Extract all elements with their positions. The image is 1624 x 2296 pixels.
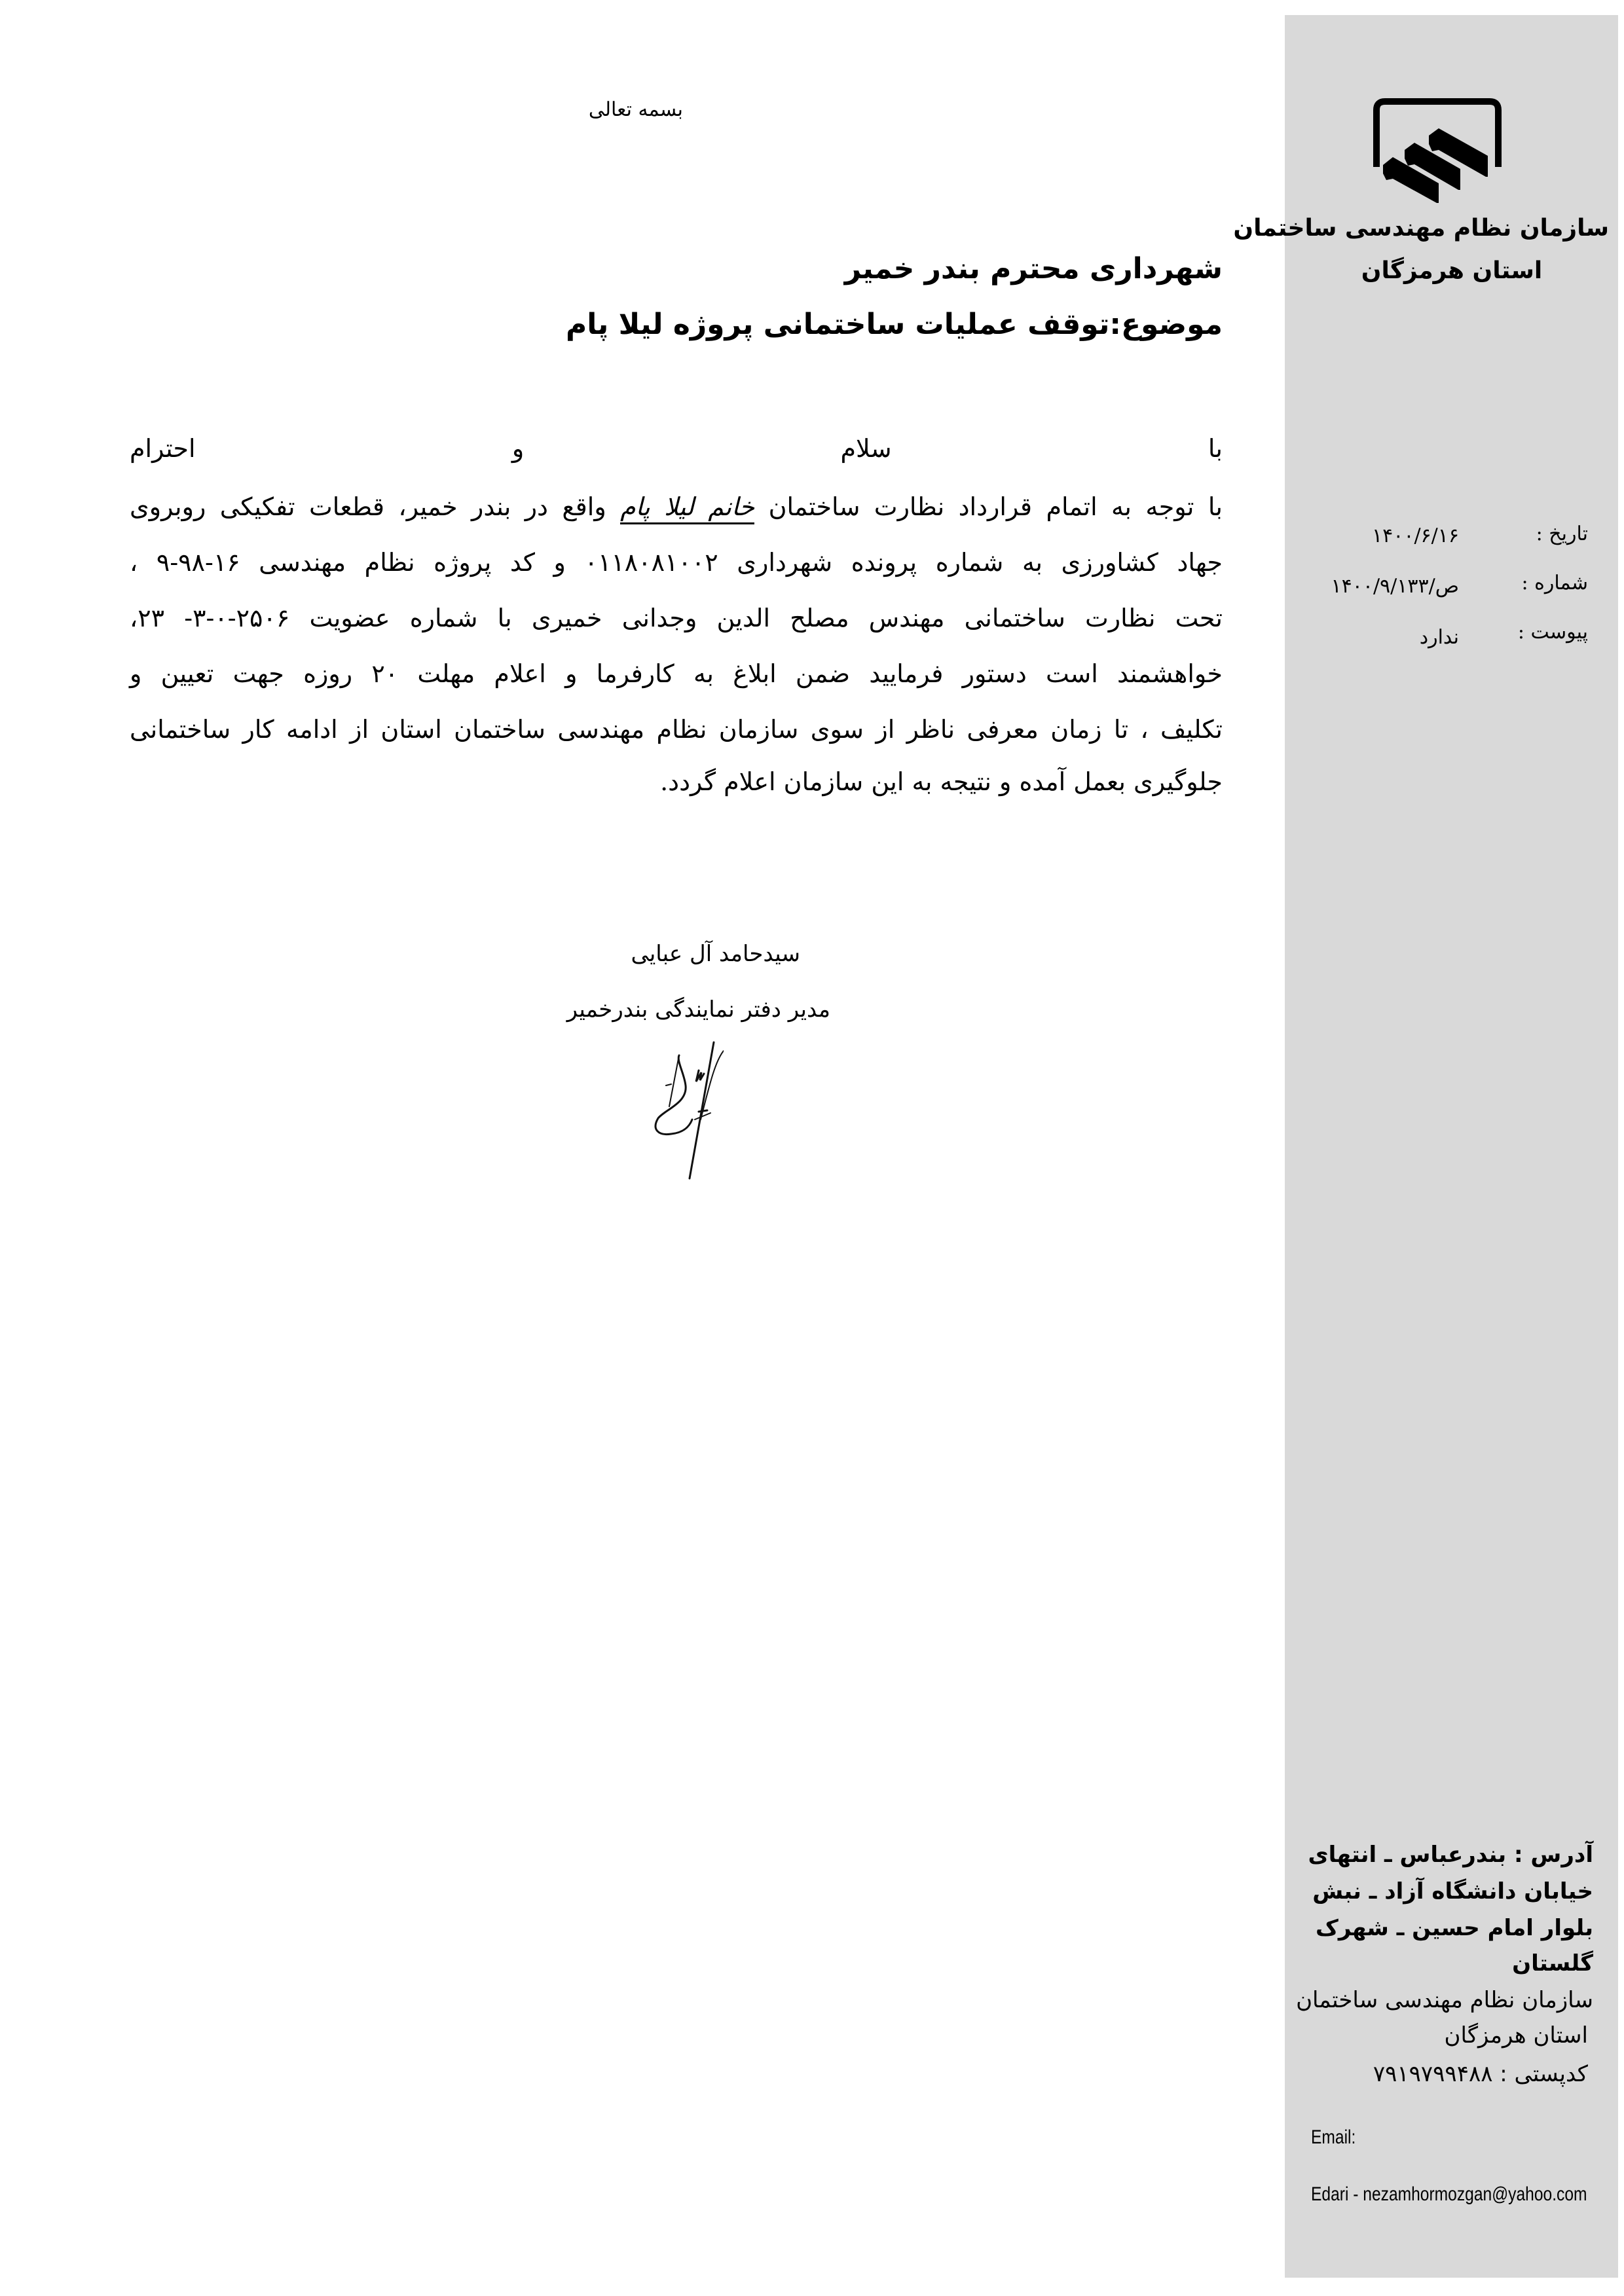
org-name: سازمان نظام مهندسی ساختمان <box>1233 215 1609 242</box>
attachment-label: پیوست : <box>1517 621 1588 644</box>
number-label: شماره : <box>1521 572 1588 594</box>
org-province: استان هرمزگان <box>1361 257 1543 284</box>
body-line: جهاد کشاورزی به شماره پرونده شهرداری ۰۱۱۸۰۸۱۰۰۲ و کد پروژه نظام مهندسی ۱۶-۹۸-۹ ، <box>130 548 1223 577</box>
greeting-line <box>130 434 1223 463</box>
recipient-heading: شهرداری محترم بندر خمیر <box>844 252 1223 285</box>
email-label: Email: <box>1311 2126 1356 2148</box>
greeting-word: با <box>1208 434 1223 463</box>
body-text: با توجه به اتمام قرارداد نظارت ساختمان <box>754 492 1223 521</box>
number-value: ص/۱۴۰۰/۹/۱۳۳ <box>1331 575 1459 598</box>
body-line: تحت نظارت ساختمانی مهندس مصلح الدین وجدانی خمیری با شماره عضویت ۲۵۰۶-۰-۳- ۲۳، <box>130 604 1223 632</box>
owner-name-underlined: خانم لیلا پام <box>620 492 754 524</box>
letterhead-side-panel <box>1233 15 1618 2278</box>
attachment-value: ندارد <box>1419 626 1459 649</box>
date-value: ۱۴۰۰/۶/۱۶ <box>1371 524 1459 547</box>
email-address[interactable]: Edari - nezamhormozgan@yahoo.com <box>1311 2183 1587 2205</box>
greeting-word: احترام <box>130 434 196 463</box>
postal-code-row <box>1373 2061 1588 2087</box>
address-line: آدرس : بندرعباس ـ انتهای <box>1308 1842 1593 1868</box>
address-line: بلوار امام حسین ـ شهرک <box>1316 1915 1593 1941</box>
postal-code-value: ۷۹۱۹۷۹۹۴۸۸ <box>1373 2061 1493 2087</box>
address-line: گلستان <box>1512 1950 1593 1977</box>
body-text: واقع در بندر خمیر، قطعات تفکیکی روبروی <box>130 492 621 521</box>
body-line: تکلیف ، تا زمان معرفی ناظر از سوی سازمان نظام مهندسی ساختمان استان از ادامه کار ساختمانی <box>130 715 1223 744</box>
signatory-name: سیدحامد آل عبایی <box>631 941 800 967</box>
date-label: تاریخ : <box>1536 522 1588 545</box>
postal-code-label: کدپستی : <box>1500 2061 1588 2087</box>
greeting-word: سلام <box>840 434 892 463</box>
signatory-title: مدیر دفتر نمایندگی بندرخمیر <box>566 996 830 1023</box>
address-line: استان هرمزگان <box>1444 2022 1588 2049</box>
subject-heading: موضوع:توقف عملیات ساختمانی پروژه لیلا پام <box>566 308 1223 341</box>
address-line: خیابان دانشگاه آزاد ـ نبش <box>1312 1878 1593 1904</box>
body-line: خواهشمند است دستور فرمایید ضمن ابلاغ به کارفرما و اعلام مهلت ۲۰ روزه جهت تعیین و <box>130 659 1223 688</box>
greeting-word: و <box>511 434 525 463</box>
body-line <box>130 492 1223 521</box>
body-line: جلوگیری بعمل آمده و نتیجه به این سازمان اعلام گردد. <box>660 767 1223 796</box>
address-line: سازمان نظام مهندسی ساختمان <box>1296 1987 1593 2013</box>
engineering-org-logo-icon <box>1373 98 1502 203</box>
bismillah-header: بسمه تعالی <box>588 98 683 121</box>
handwritten-signature <box>638 1034 724 1185</box>
